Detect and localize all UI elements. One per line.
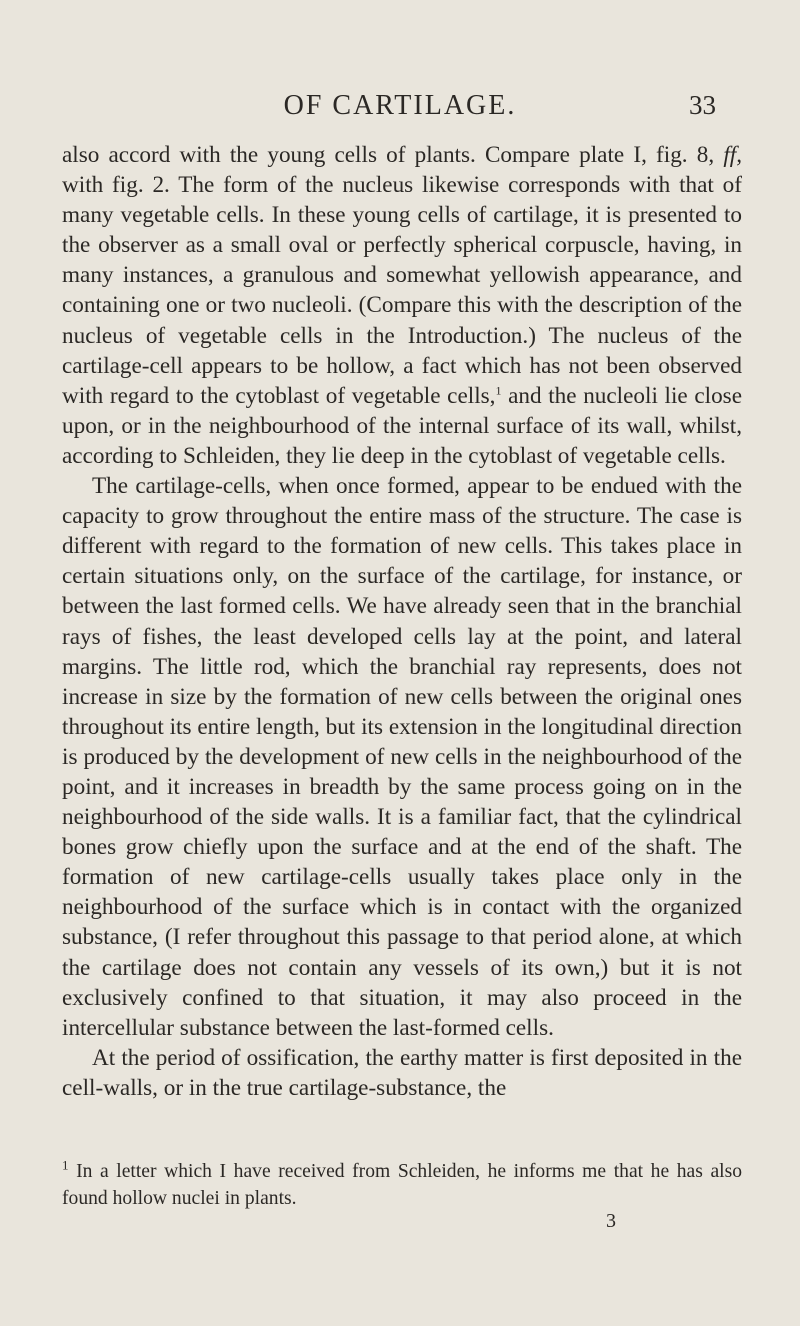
footnote-text: In a letter which I have received from Schleiden, he informs me that he has also found hollow nuclei in plants. [62,1161,742,1209]
running-title: OF CARTILAGE. [283,90,517,121]
signature-mark: 3 [606,1210,616,1232]
footnote-reference: 1 [495,383,502,398]
paragraph-1-text-b: with fig. 2. The form of the nucleus likewise corresponds with that of many vegetable cells. In these young cells of cartilage, it is presented to the observer as a small oval or perfectly spherical corpuscle, having, in many instances, a granulous and somewhat yellowish appearance, and containing one or two nucleoli. (Compare this with the description of the nucleus of vegetable cells in the Introduction.) The nucleus of the cartilage-cell appears to be hollow, a fact which has not been observed with regard to the cytoblast of vegetable cells, [62,172,742,409]
figure-ref-ff: ff, [723,142,742,168]
paragraph-2: The cartilage-cells, when once formed, appear to be endued with the capacity to grow throughout the entire mass of the structure. The case is different with regard to the formation of new cells. This takes place in certain situations only, on the surface of the cartilage, for instance, or between the last formed cells. We have already seen that in the branchial rays of fishes, the least developed cells lay at the point, and lateral margins. The little rod, which the branchial ray represents, does not increase in size by the formation of new cells between the original ones throughout its entire length, but its extension in the longitudinal direction is produced by the development of new cells in the neighbourhood of the point, and it increases in breadth by the same process going on in the neighbourhood of the side walls. It is a familiar fact, that the cylindrical bones grow chiefly upon the surface and at the end of the shaft. The formation of new cartilage-cells usually takes place only in the neighbourhood of the surface which is in contact with the organized substance, (I refer throughout this passage to that period alone, at which the cartilage does not contain any vessels of its own,) but it is not exclusively confined to that situation, it may also proceed in the intercellular substance between the last-formed cells. [62,473,742,1041]
page-number: 33 [689,90,716,120]
paragraph-3: At the period of ossification, the earthy matter is first deposited in the cell-walls, or in the true cartilage-substance, the [62,1044,742,1101]
footnote-mark: 1 [62,1157,69,1173]
footnote [62,1158,742,1212]
paragraph-1-text-a: also accord with the young cells of plants. Compare plate I, fig. 8, [62,142,724,168]
paragraph-1 [62,140,742,471]
body-text [62,140,742,1103]
running-head [0,90,800,120]
paragraph-1-text-c: and the nucleoli lie close upon, or in the neighbourhood of the internal surface of its wall, whilst, according to Schleiden, they lie deep in the cytoblast of vegetable cells. [62,382,743,469]
